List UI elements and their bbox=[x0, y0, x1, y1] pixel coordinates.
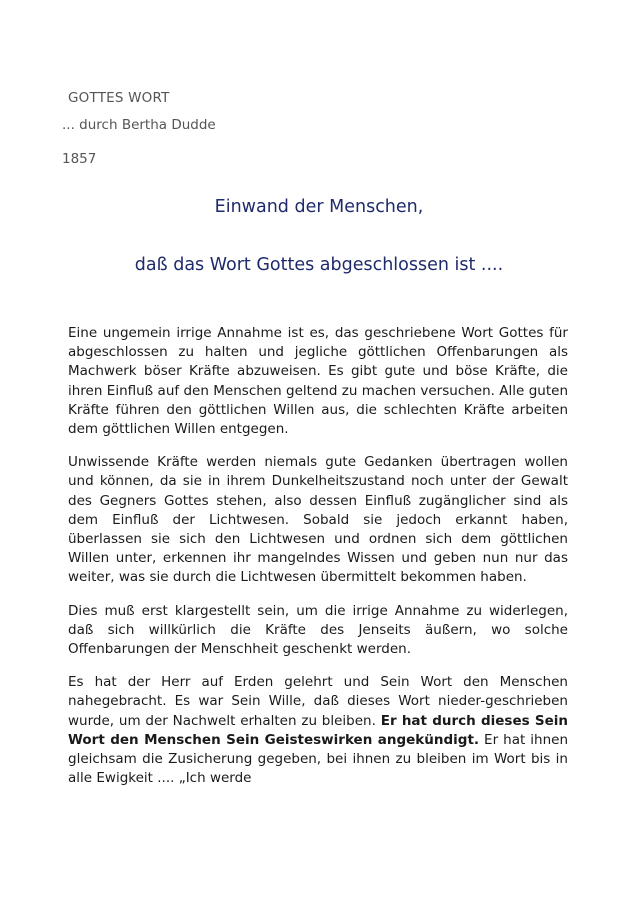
header-author: ... durch Bertha Dudde bbox=[62, 117, 216, 133]
document-title-line-1: Einwand der Menschen, bbox=[214, 197, 424, 217]
document-title-line-2: daß das Wort Gottes abgeschlossen ist .... bbox=[134, 255, 504, 275]
header-number: 1857 bbox=[62, 151, 97, 167]
document-body bbox=[68, 324, 568, 802]
header-title: GOTTES WORT bbox=[68, 90, 170, 106]
paragraph-4-text-start: Es hat der Herr auf Erden gelehrt und Sein Wort den Menschen nahegebracht. Es war Sein Wille, daß dieses Wort nieder-geschrieben wurde, um der Nachwelt erhalten zu bleiben. bbox=[68, 674, 568, 729]
paragraph-4-bold-text: Er hat durch dieses Sein Wort den Menschen Sein Geisteswirken angekündigt. bbox=[68, 712, 568, 748]
paragraph-4-text-end: Er hat ihnen gleichsam die Zusicherung gegeben, bei ihnen zu bleiben im Wort bis in alle Ewigkeit .... „Ich werde bbox=[68, 731, 568, 787]
body-paragraph-2: Unwissende Kräfte werden niemals gute Gedanken übertragen wollen und können, da sie in ihrem Dunkelheitszustand noch unter der Gewalt des Gegners Gottes stehen, also dessen Einfluß zugänglicher sind als dem Einfluß der Lichtwesen. Sobald sie jedoch erkannt haben, überlassen sie sich den Lichtwesen und ordnen sich dem göttlichen Willen unter, erkennen ihr mangelndes Wissen und geben nun nur das weiter, was sie durch die Lichtwesen übermittelt bekommen haben. bbox=[68, 454, 568, 586]
body-paragraph-4 bbox=[68, 673, 568, 788]
body-paragraph-3: Dies muß erst klargestellt sein, um die irrige Annahme zu widerlegen, daß sich willkürlich die Kräfte des Jenseits äußern, wo solche Offenbarungen der Menschheit geschenkt werden. bbox=[68, 602, 568, 658]
body-paragraph-1: Eine ungemein irrige Annahme ist es, das geschriebene Wort Gottes für abgeschlossen zu halten und jegliche göttlichen Offenbarungen als Machwerk böser Kräfte abzuweisen. Es gibt gute und böse Kräfte, die ihren Einfluß auf den Menschen geltend zu machen versuchen. Alle guten Kräfte führen den göttlichen Willen aus, die schlechten Kräfte arbeiten dem göttlichen Willen entgegen. bbox=[68, 325, 568, 438]
